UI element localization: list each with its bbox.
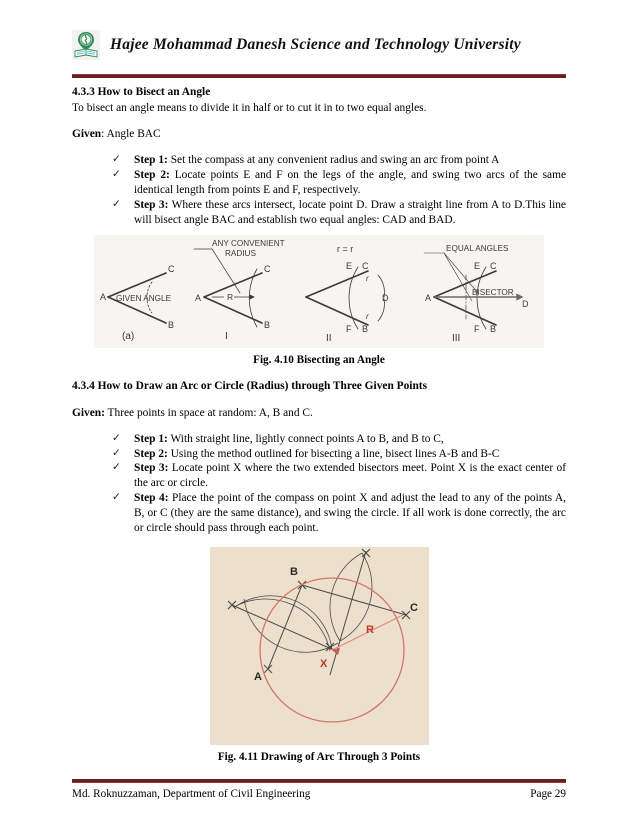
figure-arc-through-3-points [210, 547, 429, 745]
panel-II-label-D: D [382, 292, 389, 303]
given-label-434: Given: [72, 406, 105, 419]
figure-411-label-C: C [409, 601, 418, 614]
panel-II-label-r-bottom: r [366, 311, 369, 321]
panel-I-label-C: C [264, 263, 271, 274]
step-label: Step 4: [134, 492, 169, 505]
check-icon: ✓ [112, 197, 121, 210]
figure-410-caption: Fig. 4.10 Bisecting an Angle [253, 353, 385, 366]
panel-III-label-bisector: BISECTOR [472, 287, 514, 297]
panel-II-label-E: E [346, 260, 353, 271]
list-item [112, 491, 566, 535]
given-4-3-3 [72, 127, 566, 142]
page-footer [72, 779, 566, 800]
figure-411-caption: Fig. 4.11 Drawing of Arc Through 3 Points [217, 750, 421, 763]
check-icon: ✓ [112, 431, 121, 444]
step-label: Step 3: [134, 462, 169, 475]
steps-list-4-3-3 [72, 153, 566, 227]
given-text-434: Three points in space at random: A, B and C. [104, 406, 313, 419]
panel-III-label-B: B [490, 323, 497, 334]
panel-I-roman: I [225, 330, 228, 342]
step-text: Set the compass at any convenient radius and swing an arc from point A [167, 154, 500, 167]
check-icon: ✓ [112, 446, 121, 459]
check-icon: ✓ [112, 491, 121, 504]
panel-II-label-r-equals-r: r = r [337, 243, 354, 254]
heading-4-3-4: 4.3.4 How to Draw an Arc or Circle (Radius) through Three Given Points [72, 379, 428, 392]
step-label: Step 1: [134, 154, 168, 167]
step-label: Step 3: [134, 198, 169, 211]
panel-III-label-D: D [522, 298, 529, 309]
panel-III-label-E: E [474, 260, 481, 271]
steps-list-4-3-4 [72, 432, 566, 536]
panel-III-label-equal-angles: EQUAL ANGLES [446, 243, 509, 253]
check-icon: ✓ [112, 153, 121, 166]
panel-II-label-F: F [346, 323, 352, 334]
page-header [72, 0, 566, 66]
list-item [112, 432, 566, 447]
step-label: Step 1: [134, 432, 168, 445]
panel-II-roman: II [326, 332, 332, 344]
figure-411-label-X: X [319, 657, 327, 670]
check-icon: ✓ [112, 168, 121, 181]
step-text: Where these arcs intersect, locate point D. Draw a straight line from A to D.This line will bisect angle BAC and establish two equal angles: CAD and BAD. [134, 198, 566, 226]
panel-II-label-r-top: r [366, 273, 369, 283]
step-text: Locate point X where the two extended bisectors meet. Point X is the exact center of the arc or circle. [134, 462, 567, 490]
panel-I-label-B: B [264, 319, 271, 330]
intro-4-3-3: To bisect an angle means to divide it in half or to cut it in to two equal angles. [72, 102, 427, 115]
given-label-433: Given [72, 128, 102, 141]
page-content [72, 78, 566, 765]
step-text: Using the method outlined for bisecting a line, bisect lines A-B and B-C [167, 447, 500, 460]
footer-page-number: Page 29 [530, 788, 566, 800]
panel-III-label-F: F [474, 323, 480, 334]
footer-author: Md. Roknuzzaman, Department of Civil Engineering [72, 788, 311, 800]
step-text: With straight line, lightly connect points A to B, and B to C, [167, 432, 444, 445]
check-icon: ✓ [112, 461, 121, 474]
figure-410-wrapper [72, 235, 566, 368]
figure-411-wrapper [72, 547, 566, 765]
panel-a-roman: (a) [122, 330, 135, 342]
figure-411-label-R: R [365, 623, 374, 636]
panel-a-label-A: A [100, 291, 107, 302]
panel-I-label-radius: RADIUS [225, 248, 256, 258]
panel-a-label-B: B [168, 319, 175, 330]
university-title: Hajee Mohammad Danesh Science and Technology University [110, 36, 521, 53]
step-text: Place the point of the compass on point X and adjust the lead to any of the points A, B, or C (they are the same distance), and swing the circle. If all work is done correctly, the arc or circle should pass through each point. [134, 492, 566, 534]
figure-411-label-B: B [289, 565, 298, 578]
panel-III-roman: III [452, 332, 461, 344]
panel-I-label-A: A [195, 292, 202, 303]
panel-a-label-C: C [168, 263, 175, 274]
list-item [112, 168, 566, 198]
figure-bisecting-an-angle [94, 235, 544, 348]
list-item [112, 153, 566, 168]
panel-I-label-any-convenient: ANY CONVENIENT [212, 238, 285, 248]
panel-I-label-R: R [227, 291, 234, 302]
list-item [112, 198, 566, 228]
panel-III-label-C: C [490, 260, 497, 271]
panel-II-label-B: B [362, 323, 369, 334]
step-text: Locate points E and F on the legs of the angle, and swing two arcs of the same identical length from points E and F, respectively. [134, 169, 567, 197]
heading-4-3-3: 4.3.3 How to Bisect an Angle [72, 86, 211, 98]
list-item [112, 447, 566, 462]
step-label: Step 2: [134, 447, 168, 460]
panel-II-label-C: C [362, 260, 369, 271]
given-4-3-4 [72, 406, 566, 421]
figure-411-label-A: A [253, 670, 262, 683]
panel-a-label-given-angle: GIVEN ANGLE [116, 293, 172, 303]
step-label: Step 2: [134, 169, 170, 182]
university-logo [72, 30, 100, 60]
list-item [112, 461, 566, 491]
panel-III-label-A: A [425, 292, 432, 303]
given-text-433: : Angle BAC [101, 128, 161, 141]
footer-divider [72, 779, 566, 783]
